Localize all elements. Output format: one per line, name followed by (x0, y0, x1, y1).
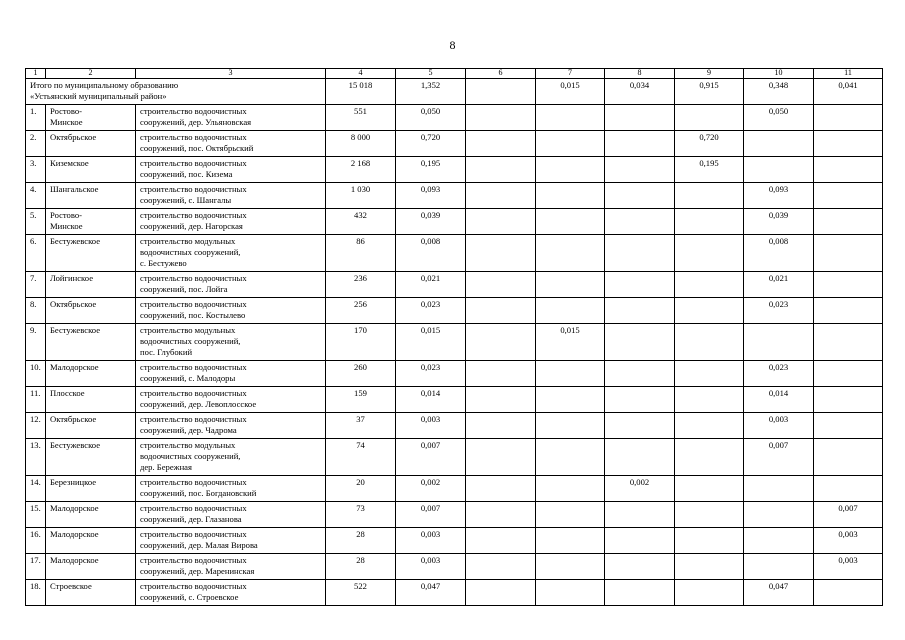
value-cell (814, 439, 883, 476)
value-cell (466, 580, 536, 606)
value-cell (675, 235, 744, 272)
value-cell (605, 413, 675, 439)
value-cell (466, 209, 536, 235)
total-cell: 0,041 (814, 79, 883, 105)
value-cell: 0,093 (396, 183, 466, 209)
row-index: 17. (26, 554, 46, 580)
value-cell (605, 387, 675, 413)
table-row (26, 528, 883, 554)
municipality-name: Малодорское (46, 361, 136, 387)
value-cell (675, 554, 744, 580)
value-cell: 73 (326, 502, 396, 528)
project-description: строительство модульных водоочистных сооружений, с. Бестужево (136, 235, 326, 272)
value-cell: 0,007 (814, 502, 883, 528)
value-cell: 20 (326, 476, 396, 502)
municipality-name: Октябрьское (46, 298, 136, 324)
row-index: 11. (26, 387, 46, 413)
value-cell: 0,023 (744, 298, 814, 324)
value-cell (814, 235, 883, 272)
table-row (26, 439, 883, 476)
project-description: строительство водоочистных сооружений, дер. Левоплосское (136, 387, 326, 413)
value-cell (536, 157, 605, 183)
value-cell: 0,047 (744, 580, 814, 606)
project-description: строительство водоочистных сооружений, дер. Маренинская (136, 554, 326, 580)
table-row (26, 580, 883, 606)
value-cell (605, 235, 675, 272)
value-cell (814, 131, 883, 157)
value-cell (605, 157, 675, 183)
table-row (26, 298, 883, 324)
table-row (26, 272, 883, 298)
table-row (26, 324, 883, 361)
data-table (25, 68, 883, 606)
value-cell (814, 413, 883, 439)
value-cell: 0,720 (396, 131, 466, 157)
value-cell (675, 413, 744, 439)
value-cell (675, 298, 744, 324)
value-cell (814, 476, 883, 502)
table-row (26, 502, 883, 528)
value-cell (814, 105, 883, 131)
value-cell (605, 209, 675, 235)
project-description: строительство водоочистных сооружений, с. Строевское (136, 580, 326, 606)
value-cell: 74 (326, 439, 396, 476)
project-description: строительство водоочистных сооружений, пос. Лойга (136, 272, 326, 298)
column-header: 5 (396, 69, 466, 79)
value-cell: 0,008 (396, 235, 466, 272)
column-header: 2 (46, 69, 136, 79)
column-header: 1 (26, 69, 46, 79)
value-cell (744, 554, 814, 580)
value-cell: 170 (326, 324, 396, 361)
project-description: строительство модульных водоочистных сооружений, пос. Глубокий (136, 324, 326, 361)
municipality-name: Ростово- Минское (46, 105, 136, 131)
table-row (26, 235, 883, 272)
value-cell (466, 272, 536, 298)
value-cell (536, 183, 605, 209)
row-index: 4. (26, 183, 46, 209)
table-row (26, 209, 883, 235)
value-cell (605, 502, 675, 528)
value-cell (466, 528, 536, 554)
row-index: 9. (26, 324, 46, 361)
total-cell (466, 79, 536, 105)
value-cell: 28 (326, 528, 396, 554)
total-cell: 0,915 (675, 79, 744, 105)
value-cell (466, 439, 536, 476)
value-cell (814, 580, 883, 606)
value-cell: 28 (326, 554, 396, 580)
value-cell (744, 528, 814, 554)
value-cell (605, 324, 675, 361)
value-cell (814, 387, 883, 413)
page-number: 8 (449, 38, 456, 52)
value-cell (605, 272, 675, 298)
value-cell: 0,014 (744, 387, 814, 413)
value-cell (605, 361, 675, 387)
value-cell: 0,039 (396, 209, 466, 235)
value-cell: 86 (326, 235, 396, 272)
row-index: 14. (26, 476, 46, 502)
project-description: строительство водоочистных сооружений, пос. Кизема (136, 157, 326, 183)
value-cell (605, 439, 675, 476)
value-cell (814, 157, 883, 183)
column-header: 7 (536, 69, 605, 79)
table-row (26, 183, 883, 209)
municipality-name: Октябрьское (46, 413, 136, 439)
value-cell (675, 272, 744, 298)
project-description: строительство водоочистных сооружений, пос. Октябрьский (136, 131, 326, 157)
value-cell: 0,003 (814, 528, 883, 554)
project-description: строительство водоочистных сооружений, пос. Костылево (136, 298, 326, 324)
value-cell (536, 528, 605, 554)
value-cell: 0,003 (744, 413, 814, 439)
value-cell (466, 183, 536, 209)
value-cell (675, 476, 744, 502)
value-cell: 0,015 (396, 324, 466, 361)
value-cell (536, 361, 605, 387)
value-cell (466, 554, 536, 580)
value-cell (675, 209, 744, 235)
value-cell (605, 528, 675, 554)
municipality-name: Шангальское (46, 183, 136, 209)
row-index: 16. (26, 528, 46, 554)
value-cell (675, 105, 744, 131)
municipality-name: Лойгинское (46, 272, 136, 298)
value-cell: 0,047 (396, 580, 466, 606)
value-cell: 0,002 (605, 476, 675, 502)
value-cell: 0,039 (744, 209, 814, 235)
value-cell: 2 168 (326, 157, 396, 183)
table-row (26, 554, 883, 580)
value-cell (814, 361, 883, 387)
value-cell (536, 272, 605, 298)
value-cell: 0,050 (744, 105, 814, 131)
value-cell: 0,015 (536, 324, 605, 361)
value-cell (536, 502, 605, 528)
value-cell (744, 476, 814, 502)
value-cell (466, 361, 536, 387)
row-index: 12. (26, 413, 46, 439)
value-cell (814, 324, 883, 361)
municipality-name: Киземское (46, 157, 136, 183)
value-cell (536, 105, 605, 131)
value-cell (466, 131, 536, 157)
value-cell (675, 502, 744, 528)
column-header: 3 (136, 69, 326, 79)
total-cell: 0,034 (605, 79, 675, 105)
value-cell: 0,003 (396, 554, 466, 580)
value-cell (744, 131, 814, 157)
row-index: 18. (26, 580, 46, 606)
value-cell (536, 387, 605, 413)
value-cell: 159 (326, 387, 396, 413)
row-index: 10. (26, 361, 46, 387)
municipality-name: Бестужевское (46, 324, 136, 361)
value-cell (466, 235, 536, 272)
municipality-name: Бестужевское (46, 235, 136, 272)
row-index: 3. (26, 157, 46, 183)
value-cell (744, 324, 814, 361)
row-index: 8. (26, 298, 46, 324)
project-description: строительство водоочистных сооружений, дер. Малая Вирова (136, 528, 326, 554)
value-cell: 0,023 (744, 361, 814, 387)
total-cell: 0,015 (536, 79, 605, 105)
value-cell (466, 387, 536, 413)
value-cell: 8 000 (326, 131, 396, 157)
value-cell (466, 476, 536, 502)
value-cell: 0,021 (744, 272, 814, 298)
table-row (26, 413, 883, 439)
total-cell: 0,348 (744, 79, 814, 105)
project-description: строительство водоочистных сооружений, с. Малодоры (136, 361, 326, 387)
table-row (26, 131, 883, 157)
municipality-name: Малодорское (46, 528, 136, 554)
total-label: Итого по муниципальному образованию «Устьянский муниципальный район» (26, 79, 326, 105)
value-cell: 0,195 (675, 157, 744, 183)
row-index: 5. (26, 209, 46, 235)
row-index: 7. (26, 272, 46, 298)
value-cell (466, 298, 536, 324)
value-cell (466, 324, 536, 361)
value-cell (605, 105, 675, 131)
value-cell (536, 554, 605, 580)
value-cell (605, 298, 675, 324)
row-index: 1. (26, 105, 46, 131)
value-cell (675, 324, 744, 361)
row-index: 6. (26, 235, 46, 272)
value-cell (675, 387, 744, 413)
municipality-name: Октябрьское (46, 131, 136, 157)
table-row (26, 157, 883, 183)
value-cell (536, 298, 605, 324)
value-cell (536, 131, 605, 157)
value-cell: 0,014 (396, 387, 466, 413)
value-cell: 0,023 (396, 298, 466, 324)
table-row (26, 387, 883, 413)
value-cell: 1 030 (326, 183, 396, 209)
value-cell (536, 580, 605, 606)
table-row (26, 476, 883, 502)
value-cell (744, 502, 814, 528)
value-cell: 0,021 (396, 272, 466, 298)
total-cell: 15 018 (326, 79, 396, 105)
value-cell (605, 580, 675, 606)
value-cell: 432 (326, 209, 396, 235)
value-cell: 0,003 (814, 554, 883, 580)
value-cell (536, 209, 605, 235)
project-description: строительство водоочистных сооружений, дер. Ульяновская (136, 105, 326, 131)
value-cell: 0,003 (396, 413, 466, 439)
value-cell (466, 413, 536, 439)
value-cell (675, 580, 744, 606)
value-cell: 0,008 (744, 235, 814, 272)
value-cell: 0,050 (396, 105, 466, 131)
column-number-row (26, 69, 883, 79)
value-cell: 0,720 (675, 131, 744, 157)
value-cell (814, 272, 883, 298)
project-description: строительство модульных водоочистных сооружений, дер. Бережная (136, 439, 326, 476)
value-cell (675, 528, 744, 554)
municipality-name: Бестужевское (46, 439, 136, 476)
column-header: 10 (744, 69, 814, 79)
table-row (26, 361, 883, 387)
value-cell: 522 (326, 580, 396, 606)
value-cell (675, 361, 744, 387)
municipality-name: Строевское (46, 580, 136, 606)
row-index: 15. (26, 502, 46, 528)
total-row (26, 79, 883, 105)
municipality-name: Малодорское (46, 502, 136, 528)
column-header: 6 (466, 69, 536, 79)
project-description: строительство водоочистных сооружений, дер. Нагорская (136, 209, 326, 235)
value-cell: 0,007 (744, 439, 814, 476)
municipality-name: Ростово- Минское (46, 209, 136, 235)
column-header: 4 (326, 69, 396, 79)
value-cell (536, 476, 605, 502)
value-cell (605, 131, 675, 157)
value-cell (466, 105, 536, 131)
value-cell: 256 (326, 298, 396, 324)
project-description: строительство водоочистных сооружений, дер. Глазанова (136, 502, 326, 528)
row-index: 13. (26, 439, 46, 476)
value-cell (675, 183, 744, 209)
project-description: строительство водоочистных сооружений, пос. Богдановский (136, 476, 326, 502)
value-cell: 0,007 (396, 439, 466, 476)
column-header: 9 (675, 69, 744, 79)
municipality-name: Малодорское (46, 554, 136, 580)
value-cell: 0,093 (744, 183, 814, 209)
value-cell: 236 (326, 272, 396, 298)
value-cell: 0,195 (396, 157, 466, 183)
row-index: 2. (26, 131, 46, 157)
value-cell: 0,007 (396, 502, 466, 528)
value-cell (605, 183, 675, 209)
column-header: 8 (605, 69, 675, 79)
project-description: строительство водоочистных сооружений, дер. Чадрома (136, 413, 326, 439)
value-cell (536, 413, 605, 439)
value-cell (814, 298, 883, 324)
value-cell (675, 439, 744, 476)
value-cell (466, 502, 536, 528)
project-description: строительство водоочистных сооружений, с. Шангалы (136, 183, 326, 209)
municipality-name: Плосское (46, 387, 136, 413)
value-cell (744, 157, 814, 183)
value-cell: 0,002 (396, 476, 466, 502)
value-cell: 260 (326, 361, 396, 387)
value-cell: 0,003 (396, 528, 466, 554)
municipality-name: Березницкое (46, 476, 136, 502)
value-cell: 0,023 (396, 361, 466, 387)
value-cell: 551 (326, 105, 396, 131)
column-header: 11 (814, 69, 883, 79)
value-cell (605, 554, 675, 580)
table-row (26, 105, 883, 131)
value-cell (814, 183, 883, 209)
value-cell (814, 209, 883, 235)
value-cell: 37 (326, 413, 396, 439)
value-cell (536, 235, 605, 272)
value-cell (536, 439, 605, 476)
total-cell: 1,352 (396, 79, 466, 105)
value-cell (466, 157, 536, 183)
